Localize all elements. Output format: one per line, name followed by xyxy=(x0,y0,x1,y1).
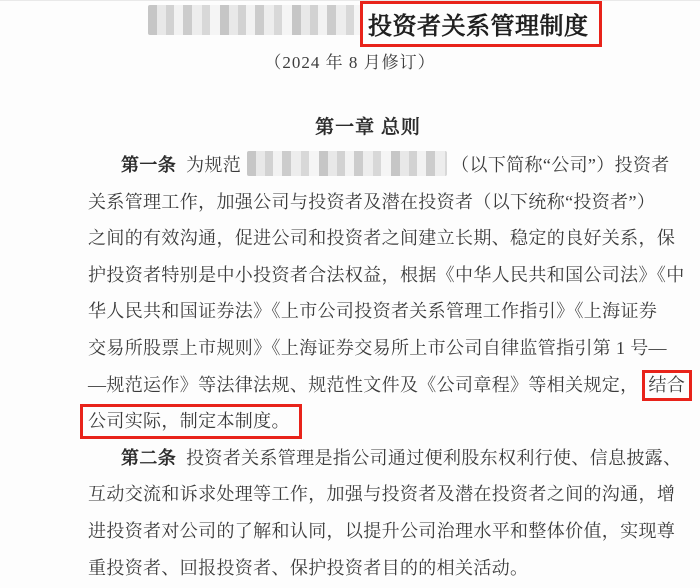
article1-line3: 之间的有效沟通，促进公司和投资者之间建立长期、稳定的良好关系，保 xyxy=(88,228,676,249)
article1-line6: 交易所股票上市规则》《上海证券交易所上市公司自律监管指引第 1 号— xyxy=(88,337,667,358)
chapter-heading: 第一章 总则 xyxy=(315,117,421,138)
article1-line1-post: （以下简称“公司”）投资者 xyxy=(451,155,670,175)
highlight-box-jiehe: 结合 xyxy=(642,370,693,401)
redacted-company-name xyxy=(148,5,362,35)
article2-line1 xyxy=(88,440,682,477)
article1-label: 第一条 xyxy=(121,155,177,175)
article1-line5: 华人民共和国证券法》《上市公司投资者关系管理工作指引》《上海证券 xyxy=(88,301,658,322)
redacted-company-name-inline xyxy=(247,151,447,176)
document-title: 投资者关系管理制度 xyxy=(368,13,589,40)
article1-line4: 护投资者特别是中小投资者合法权益，根据《中华人民共和国公司法》《中 xyxy=(88,264,685,285)
article1-line2: 关系管理工作，加强公司与投资者及潜在投资者（以下统称“投资者”） xyxy=(88,191,656,212)
article1-line7 xyxy=(88,367,686,404)
article2-label: 第二条 xyxy=(121,447,177,468)
article2-line2: 互动交流和诉求处理等工作，加强与投资者及潜在投资者之间的沟通，增 xyxy=(88,484,676,505)
article2-line4: 重投资者、回报投资者、保护投资者目的的相关活动。 xyxy=(88,557,529,578)
document-body xyxy=(88,147,686,586)
article1-line1 xyxy=(88,147,670,184)
article1-line7-pre: —规范运作》等法律法规、规范性文件及《公司章程》等相关规定， xyxy=(88,374,639,395)
article2-line1-text: 投资者关系管理是指公司通过便利股东权利行使、信息披露、 xyxy=(186,447,682,468)
article1-line8 xyxy=(88,403,648,440)
revision-date: （2024 年 8 月修订） xyxy=(264,53,436,72)
highlight-box-conclusion: 公司实际，制定本制度。 xyxy=(80,404,302,439)
title-highlight-box xyxy=(360,1,602,47)
article1-line1-pre: 为规范 xyxy=(186,155,242,175)
article2-line3: 进投资者对公司的了解和认同，以提升公司治理水平和整体价值，实现尊 xyxy=(88,520,676,541)
